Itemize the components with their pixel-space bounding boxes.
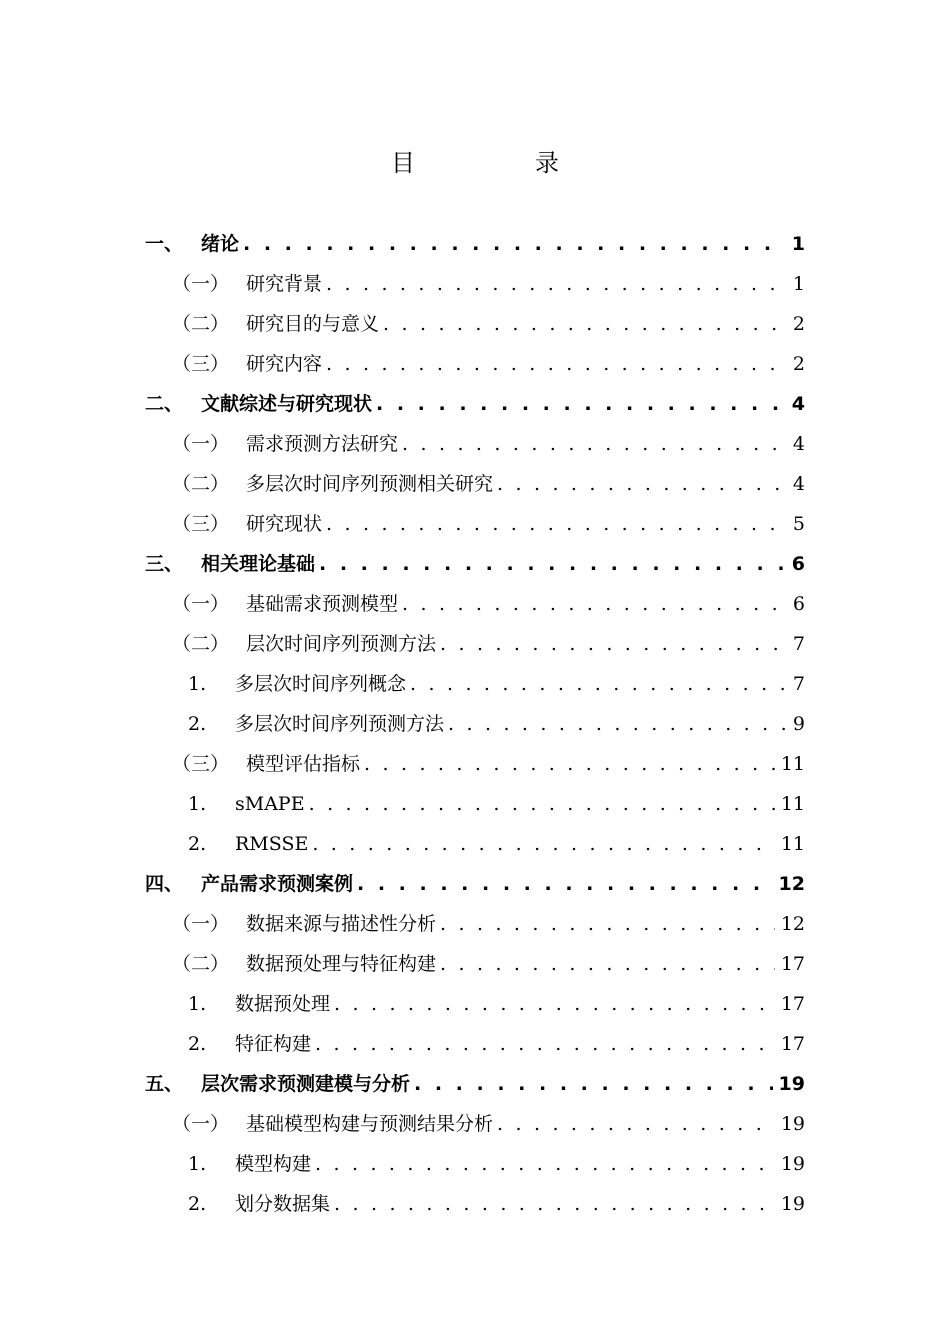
toc-entry-page-number: 7 [792,633,805,655]
toc-entry-number: （一） [172,1113,230,1135]
toc-entry-page-number: 4 [792,473,805,495]
toc-entry-number: （三） [172,753,230,775]
toc-dot-leader [497,1104,775,1144]
toc-entry-title: 产品需求预测案例 [201,873,354,895]
toc-dot-leader [440,904,775,944]
toc-entry-page-number: 19 [780,1113,805,1135]
toc-dot-leader [326,344,787,384]
toc-dot-leader [243,224,786,264]
toc-entry-title: 数据来源与描述性分析 [246,913,437,935]
toc-entry-page-number: 19 [780,1193,805,1215]
toc-entry-number: 2. [188,1193,207,1215]
toc-entry-number: （二） [172,473,230,495]
toc-entry[interactable] [172,464,805,504]
toc-dot-leader [440,944,775,984]
toc-entry-title: 数据预处理与特征构建 [246,953,437,975]
toc-entry-number: （二） [172,313,230,335]
toc-entry-number: （一） [172,913,230,935]
toc-entry-page-number: 19 [780,1153,805,1175]
toc-entry-title: 特征构建 [235,1033,312,1055]
toc-entry-title: 多层次时间序列预测相关研究 [246,473,494,495]
toc-entry-number: （三） [172,513,230,535]
toc-entry[interactable] [172,744,805,784]
toc-dot-leader [402,424,787,464]
toc-entry-number: （一） [172,273,230,295]
toc-dot-leader [326,504,787,544]
toc-entry[interactable] [188,1184,805,1224]
toc-dot-leader [410,664,787,704]
toc-entry[interactable] [145,1064,805,1104]
toc-entry-title: 模型评估指标 [246,753,361,775]
toc-entry[interactable] [188,1144,805,1184]
toc-entry-page-number: 6 [792,593,805,615]
toc-entry-title: 研究目的与意义 [246,313,380,335]
toc-entry-number: （二） [172,953,230,975]
toc-entry-number: 五、 [145,1073,184,1095]
toc-dot-leader [309,784,775,824]
toc-entry-page-number: 12 [778,873,805,895]
toc-entry-number: （二） [172,633,230,655]
toc-dot-leader [414,1064,773,1104]
toc-entry-number: 一、 [145,233,184,255]
toc-entry[interactable] [172,344,805,384]
toc-entry[interactable] [188,824,805,864]
toc-entry-number: 二、 [145,393,184,415]
toc-entry-title: 多层次时间序列预测方法 [235,713,445,735]
toc-entry-title: RMSSE [235,833,309,855]
toc-entry[interactable] [172,944,805,984]
toc-entry-number: 1. [188,673,207,695]
toc-entry-number: 四、 [145,873,184,895]
toc-dot-leader [497,464,787,504]
toc-dot-leader [326,264,787,304]
toc-entry-number: 1. [188,1153,207,1175]
toc-entry-title: 相关理论基础 [201,553,316,575]
toc-entry-page-number: 17 [780,953,805,975]
toc-entry-title: 层次需求预测建模与分析 [201,1073,411,1095]
toc-entry-page-number: 5 [792,513,805,535]
toc-entry-page-number: 2 [792,353,805,375]
toc-entry[interactable] [188,1024,805,1064]
toc-entry-number: 2. [188,833,207,855]
toc-dot-leader [319,544,786,584]
toc-dot-leader [334,1184,775,1224]
toc-entry[interactable] [172,424,805,464]
toc-entry-number: 三、 [145,553,184,575]
toc-entry[interactable] [145,384,805,424]
toc-entry[interactable] [172,904,805,944]
toc-entry[interactable] [188,704,805,744]
toc-entry-title: 多层次时间序列概念 [235,673,407,695]
toc-dot-leader [364,744,775,784]
toc-entry-title: 模型构建 [235,1153,312,1175]
toc-entry-page-number: 6 [791,553,805,575]
toc-entry-number: 1. [188,793,207,815]
toc-entry-page-number: 4 [791,393,805,415]
toc-entry-title: 研究内容 [246,353,323,375]
toc-entry-page-number: 11 [780,793,805,815]
toc-entry-page-number: 19 [778,1073,805,1095]
toc-entry-number: （三） [172,353,230,375]
toc-entry[interactable] [172,504,805,544]
toc-dot-leader [334,984,775,1024]
toc-entry-title: sMAPE [235,793,305,815]
toc-entry-page-number: 17 [780,993,805,1015]
toc-entry-title: 需求预测方法研究 [246,433,399,455]
toc-dot-leader [383,304,787,344]
toc-entry[interactable] [172,1104,805,1144]
toc-entry-title: 文献综述与研究现状 [201,393,373,415]
toc-entry-number: （一） [172,593,230,615]
toc-entry-title: 基础模型构建与预测结果分析 [246,1113,494,1135]
toc-entry[interactable] [172,624,805,664]
toc-entry-page-number: 11 [780,753,805,775]
toc-dot-leader [315,1144,775,1184]
toc-entry[interactable] [188,984,805,1024]
toc-entry[interactable] [145,544,805,584]
toc-entry[interactable] [188,664,805,704]
toc-entry-number: （一） [172,433,230,455]
toc-entry-page-number: 12 [780,913,805,935]
toc-dot-leader [315,1024,775,1064]
toc-entry[interactable] [145,224,805,264]
toc-entry[interactable] [188,784,805,824]
toc-entry-number: 2. [188,1033,207,1055]
toc-dot-leader [376,384,786,424]
toc-entry-page-number: 2 [792,313,805,335]
toc-entry[interactable] [145,864,805,904]
toc-title: 目 录 [391,149,607,177]
toc-entry-page-number: 9 [792,713,805,735]
toc-entry-title: 研究背景 [246,273,323,295]
toc-entry[interactable] [172,584,805,624]
toc-entry-title: 绪论 [201,233,240,255]
toc-dot-leader [312,824,774,864]
toc-entry-page-number: 11 [780,833,805,855]
toc-dot-leader [448,704,787,744]
toc-entry-page-number: 4 [792,433,805,455]
toc-entry[interactable] [172,304,805,344]
toc-entry-title: 数据预处理 [235,993,331,1015]
toc-entry[interactable] [172,264,805,304]
toc-dot-leader [440,624,787,664]
toc-entry-page-number: 7 [792,673,805,695]
toc-entry-title: 研究现状 [246,513,323,535]
toc-entry-title: 基础需求预测模型 [246,593,399,615]
toc-entry-page-number: 17 [780,1033,805,1055]
toc-dot-leader [357,864,773,904]
toc-entry-title: 划分数据集 [235,1193,331,1215]
toc-entry-page-number: 1 [791,233,805,255]
toc-entry-title: 层次时间序列预测方法 [246,633,437,655]
toc-dot-leader [402,584,787,624]
toc-entry-number: 2. [188,713,207,735]
toc-entry-number: 1. [188,993,207,1015]
toc-entry-page-number: 1 [792,273,805,295]
